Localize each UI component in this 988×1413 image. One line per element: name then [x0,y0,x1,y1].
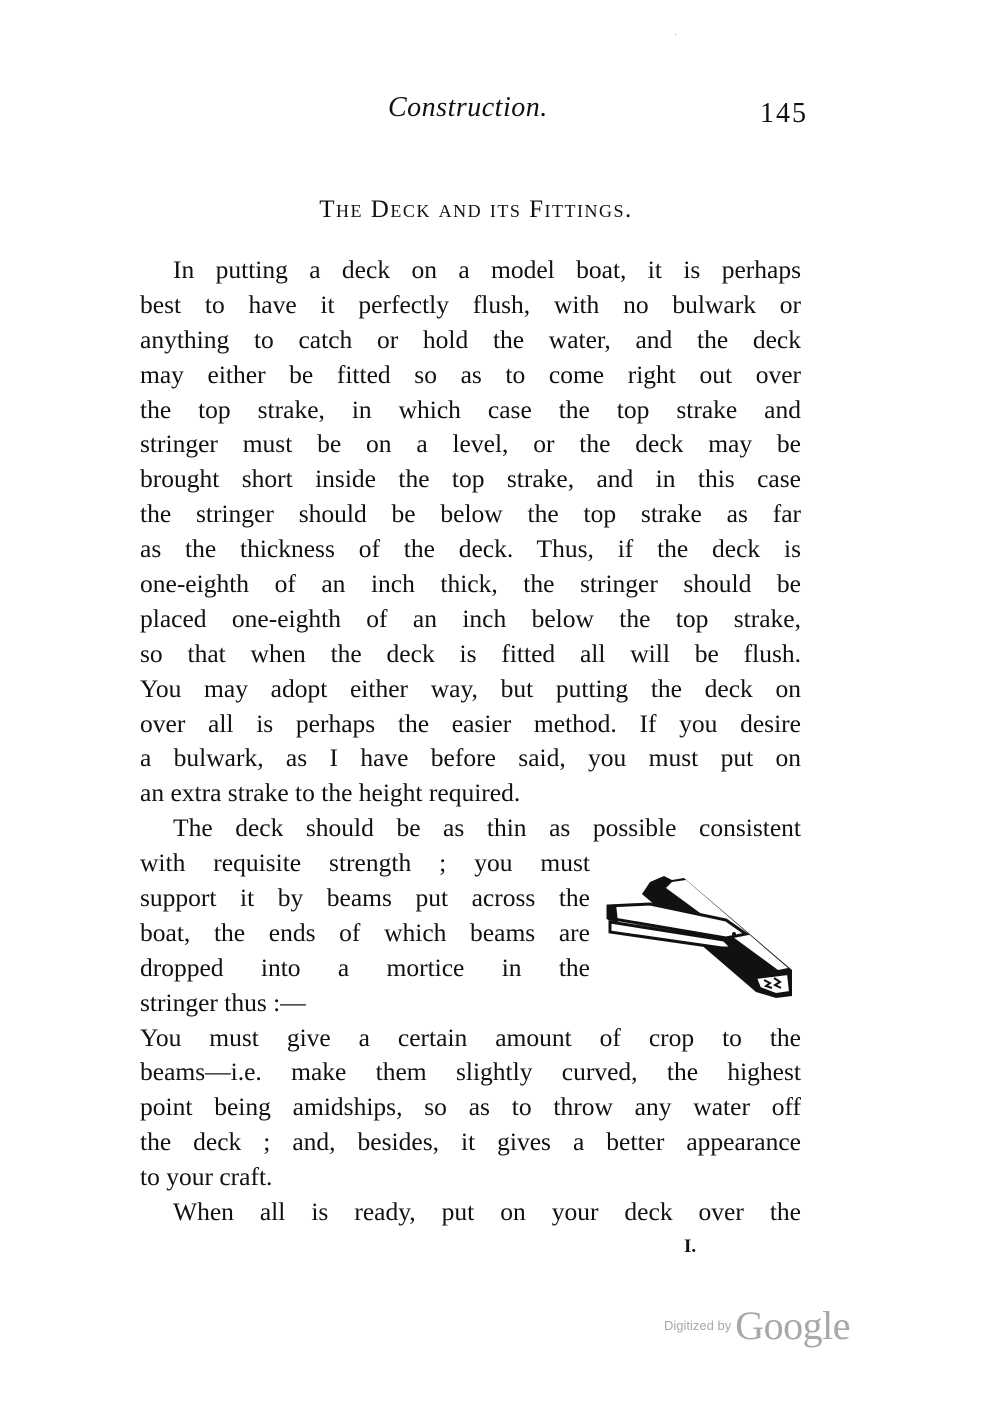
text-line: The deck should be as thin as possible consistent [173,813,801,843]
text-line: dropped into a mortice in the [140,952,590,982]
text-line: the top strake, in which case the top strake and [140,394,801,424]
page-number: 145 [760,98,808,129]
text-line: an extra strake to the height required. [140,778,521,808]
text-line: You must give a certain amount of crop to the [140,1022,801,1052]
section-title-text: The Deck and its Fittings. [319,196,633,223]
text-line: a bulwark, as I have before said, you must put on [140,743,801,773]
scan-speck [675,34,676,35]
watermark-prefix: Digitized by [664,1318,732,1333]
section-title [0,196,988,224]
running-head [0,92,988,132]
text-line: the stringer should be below the top strake as far [140,499,801,529]
text-line: to your craft. [140,1162,273,1192]
text-line: may either be fitted so as to come right out over [140,359,801,389]
text-line: beams—i.e. make them slightly curved, the highest [140,1057,801,1087]
text-line: boat, the ends of which beams are [140,917,590,947]
text-line: placed one-eighth of an inch below the top strake, [140,603,801,633]
text-line: stringer thus :— [140,987,306,1017]
text-line: In putting a deck on a model boat, it is perhaps [173,255,801,284]
text-line: You may adopt either way, but putting the deck on [140,673,801,703]
text-line: best to have it perfectly flush, with no bulwark or [140,289,801,319]
text-line: brought short inside the top strake, and in this case [140,464,801,494]
text-line: the deck ; and, besides, it gives a better appearance [140,1127,801,1157]
signature-mark: I. [684,1236,697,1257]
beam-stringer-icon [606,870,800,1006]
text-line: one-eighth of an inch thick, the stringer should be [140,569,801,599]
text-line: as the thickness of the deck. Thus, if the deck is [140,534,801,564]
text-line: support it by beams put across the [140,883,590,913]
text-line: so that when the deck is fitted all will be flush. [140,638,801,668]
text-line: anything to catch or hold the water, and the deck [140,324,801,354]
beam-mortice-illustration [606,870,800,1006]
text-line: When all is ready, put on your deck over the [173,1197,801,1227]
text-line: over all is perhaps the easier method. If you desire [140,708,801,738]
digitized-by-google-watermark [664,1302,850,1349]
text-line: point being amidships, so as to throw any water off [140,1092,801,1122]
body-text [140,253,801,1230]
running-title: Construction. [388,92,548,123]
text-line: stringer must be on a level, or the deck may be [140,429,801,459]
text-line: with requisite strength ; you must [140,848,590,878]
watermark-brand: Google [735,1303,850,1348]
